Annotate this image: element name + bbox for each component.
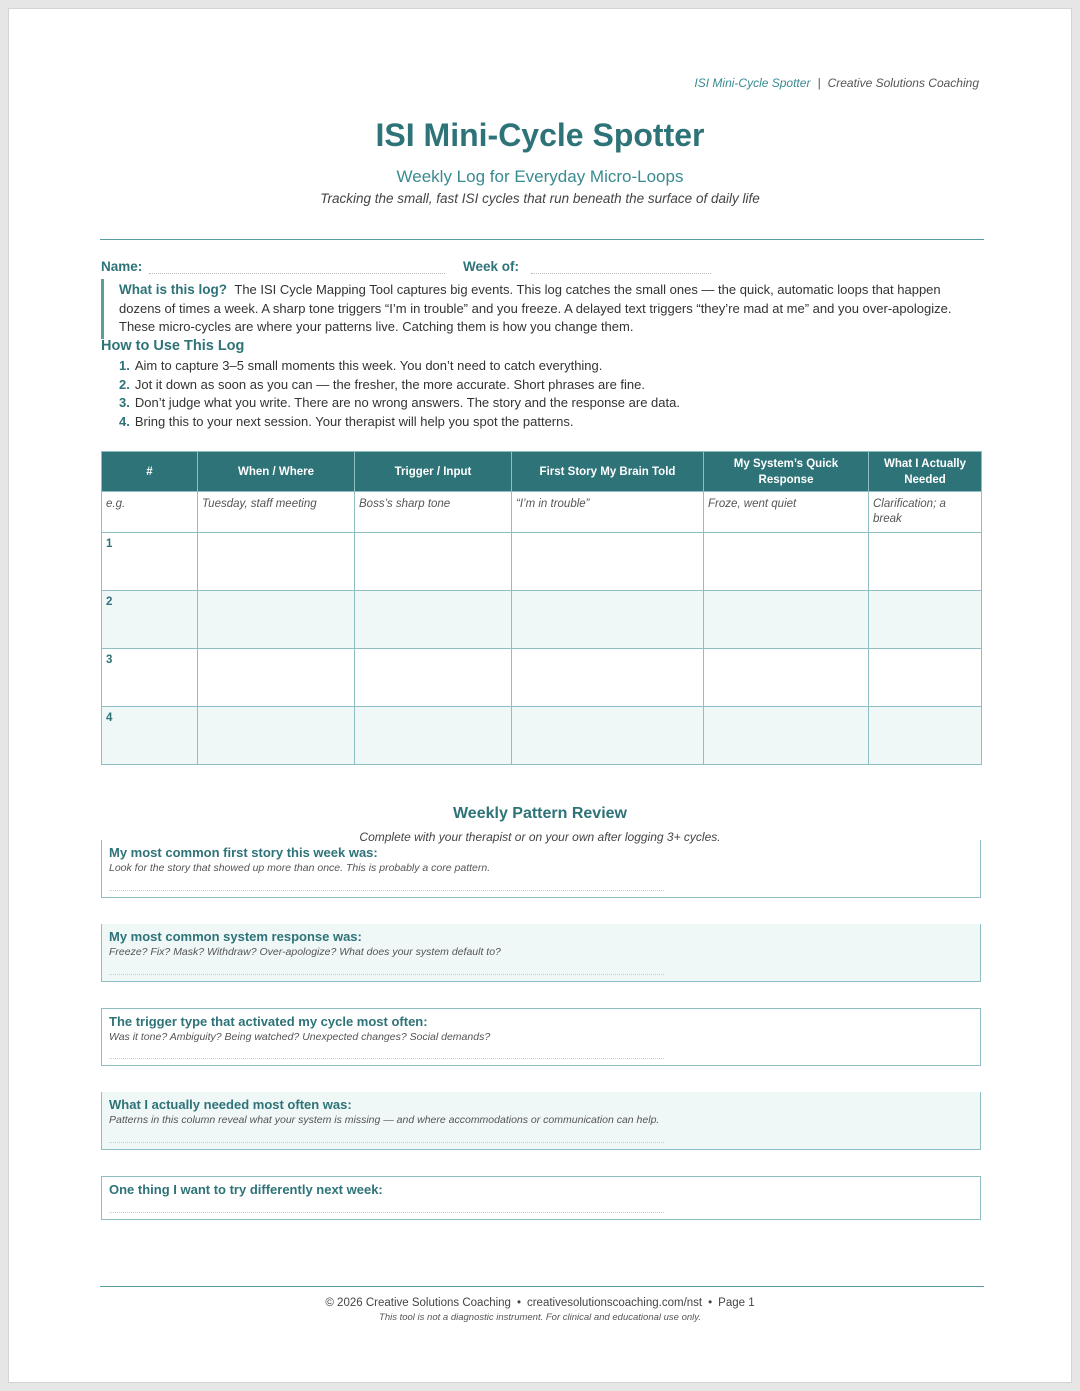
table-cell[interactable]	[198, 649, 355, 707]
step-item	[119, 413, 680, 432]
howto-title: How to Use This Log	[101, 338, 245, 354]
table-cell[interactable]	[869, 707, 982, 765]
top-divider	[100, 239, 984, 240]
table-row	[102, 591, 982, 649]
example-row	[102, 492, 982, 533]
row-number: 3	[102, 649, 198, 707]
review-question: One thing I want to try differently next week:	[109, 1182, 383, 1197]
review-hint: Was it tone? Ambiguity? Being watched? Unexpected changes? Social demands?	[109, 1031, 491, 1043]
table-row	[102, 707, 982, 765]
col-header-when-where: When / Where	[198, 452, 355, 492]
table-cell: Tuesday, staff meeting	[198, 492, 355, 533]
step-text: Bring this to your next session. Your therapist will help you spot the patterns.	[134, 414, 574, 430]
row-number: 1	[102, 533, 198, 591]
table-row	[102, 649, 982, 707]
write-line	[109, 1142, 664, 1143]
cycle-log-table	[101, 451, 982, 765]
step-number: 1.	[119, 358, 130, 373]
footer-divider	[100, 1286, 984, 1287]
footer	[9, 1297, 1071, 1309]
footer-bullet: •	[708, 1297, 713, 1309]
running-header	[694, 76, 979, 90]
step-item	[119, 357, 680, 376]
review-box-system-response[interactable]	[101, 924, 981, 982]
review-box-try-differently[interactable]	[101, 1176, 981, 1220]
write-line	[109, 974, 664, 975]
intro-text: The ISI Cycle Mapping Tool captures big events. This log catches the small ones — the quick, automatic loops that happen dozens of times a week. A sharp tone triggers “I’m in trouble” and you freeze. A delayed text triggers “they’re mad at me” and you over-apologize. These micro-cycles are where your patterns live. Catching them is how you change them.	[119, 282, 952, 334]
table-cell[interactable]	[704, 707, 869, 765]
write-line	[109, 890, 664, 891]
write-line	[109, 1058, 664, 1059]
review-box-first-story[interactable]	[101, 840, 981, 898]
table-cell[interactable]	[512, 533, 704, 591]
review-question: What I actually needed most often was:	[109, 1097, 352, 1112]
footer-disclaimer: This tool is not a diagnostic instrument. For clinical and educational use only.	[379, 1312, 701, 1323]
table-cell[interactable]	[355, 707, 512, 765]
intro-label: What is this log?	[119, 282, 227, 297]
week-field[interactable]	[531, 273, 711, 274]
footer-bullet: •	[516, 1297, 521, 1309]
name-field[interactable]	[149, 273, 445, 274]
write-line	[109, 1212, 664, 1213]
row-number: 4	[102, 707, 198, 765]
footer-page-number: Page 1	[718, 1297, 755, 1309]
header-doc-name: ISI Mini-Cycle Spotter	[694, 76, 811, 90]
page-tagline: Tracking the small, fast ISI cycles that run beneath the surface of daily life	[320, 191, 760, 206]
table-cell: Boss’s sharp tone	[355, 492, 512, 533]
table-cell[interactable]	[704, 649, 869, 707]
intro-callout	[101, 279, 985, 339]
page-title: ISI Mini-Cycle Spotter	[375, 117, 705, 153]
table-cell: Clarification; a break	[869, 492, 982, 533]
step-text: Jot it down as soon as you can — the fresher, the more accurate. Short phrases are fine.	[134, 376, 646, 392]
row-number: 2	[102, 591, 198, 649]
table-cell[interactable]	[512, 591, 704, 649]
name-label: Name:	[101, 259, 143, 274]
review-box-needed[interactable]	[101, 1092, 981, 1150]
review-question: My most common system response was:	[109, 929, 362, 944]
table-cell[interactable]	[869, 591, 982, 649]
table-cell[interactable]	[198, 533, 355, 591]
review-question: My most common first story this week was:	[109, 845, 378, 860]
step-item	[119, 376, 680, 395]
table-cell[interactable]	[198, 707, 355, 765]
table-cell[interactable]	[512, 707, 704, 765]
review-title: Weekly Pattern Review	[452, 805, 627, 822]
footer-copyright: © 2026 Creative Solutions Coaching	[325, 1297, 511, 1309]
table-cell[interactable]	[198, 591, 355, 649]
page-subtitle: Weekly Log for Everyday Micro-Loops	[396, 167, 684, 186]
col-header-number: #	[102, 452, 198, 492]
table-cell[interactable]	[355, 591, 512, 649]
name-week-row	[101, 259, 985, 277]
step-text: Don’t judge what you write. There are no wrong answers. The story and the response are data.	[134, 395, 680, 411]
table-row	[102, 533, 982, 591]
col-header-first-story: First Story My Brain Told	[512, 452, 704, 492]
table-cell[interactable]	[869, 533, 982, 591]
table-cell[interactable]	[704, 533, 869, 591]
col-header-trigger: Trigger / Input	[355, 452, 512, 492]
table-cell: e.g.	[102, 492, 198, 533]
step-number: 3.	[119, 395, 130, 411]
header-brand: Creative Solutions Coaching	[827, 76, 979, 90]
footer-url[interactable]: creativesolutionscoaching.com/nst	[526, 1297, 703, 1309]
review-hint: Freeze? Fix? Mask? Withdraw? Over-apologize? What does your system default to?	[109, 946, 501, 958]
table-cell[interactable]	[704, 591, 869, 649]
step-item	[119, 394, 680, 413]
header-separator: |	[817, 76, 821, 90]
table-cell[interactable]	[355, 533, 512, 591]
table-cell[interactable]	[355, 649, 512, 707]
review-hint: Look for the story that showed up more than once. This is probably a core pattern.	[109, 862, 491, 874]
review-hint: Patterns in this column reveal what your system is missing — and where accommodations or communication can help.	[109, 1114, 660, 1126]
table-header-row	[102, 452, 982, 492]
review-subtitle: Complete with your therapist or on your own after logging 3+ cycles.	[359, 830, 721, 844]
document-page	[8, 8, 1072, 1383]
review-box-trigger-type[interactable]	[101, 1008, 981, 1066]
step-number: 4.	[119, 414, 130, 430]
step-text: Aim to capture 3–5 small moments this week. You don’t need to catch everything.	[134, 358, 603, 373]
week-label: Week of:	[463, 259, 520, 274]
table-cell[interactable]	[869, 649, 982, 707]
howto-steps	[119, 357, 680, 432]
table-cell[interactable]	[512, 649, 704, 707]
table-cell: Froze, went quiet	[704, 492, 869, 533]
col-header-response: My System’s Quick Response	[704, 452, 869, 492]
step-number: 2.	[119, 376, 130, 392]
review-question: The trigger type that activated my cycle most often:	[109, 1014, 428, 1029]
table-cell: “I’m in trouble”	[512, 492, 704, 533]
col-header-needed: What I Actually Needed	[869, 452, 982, 492]
